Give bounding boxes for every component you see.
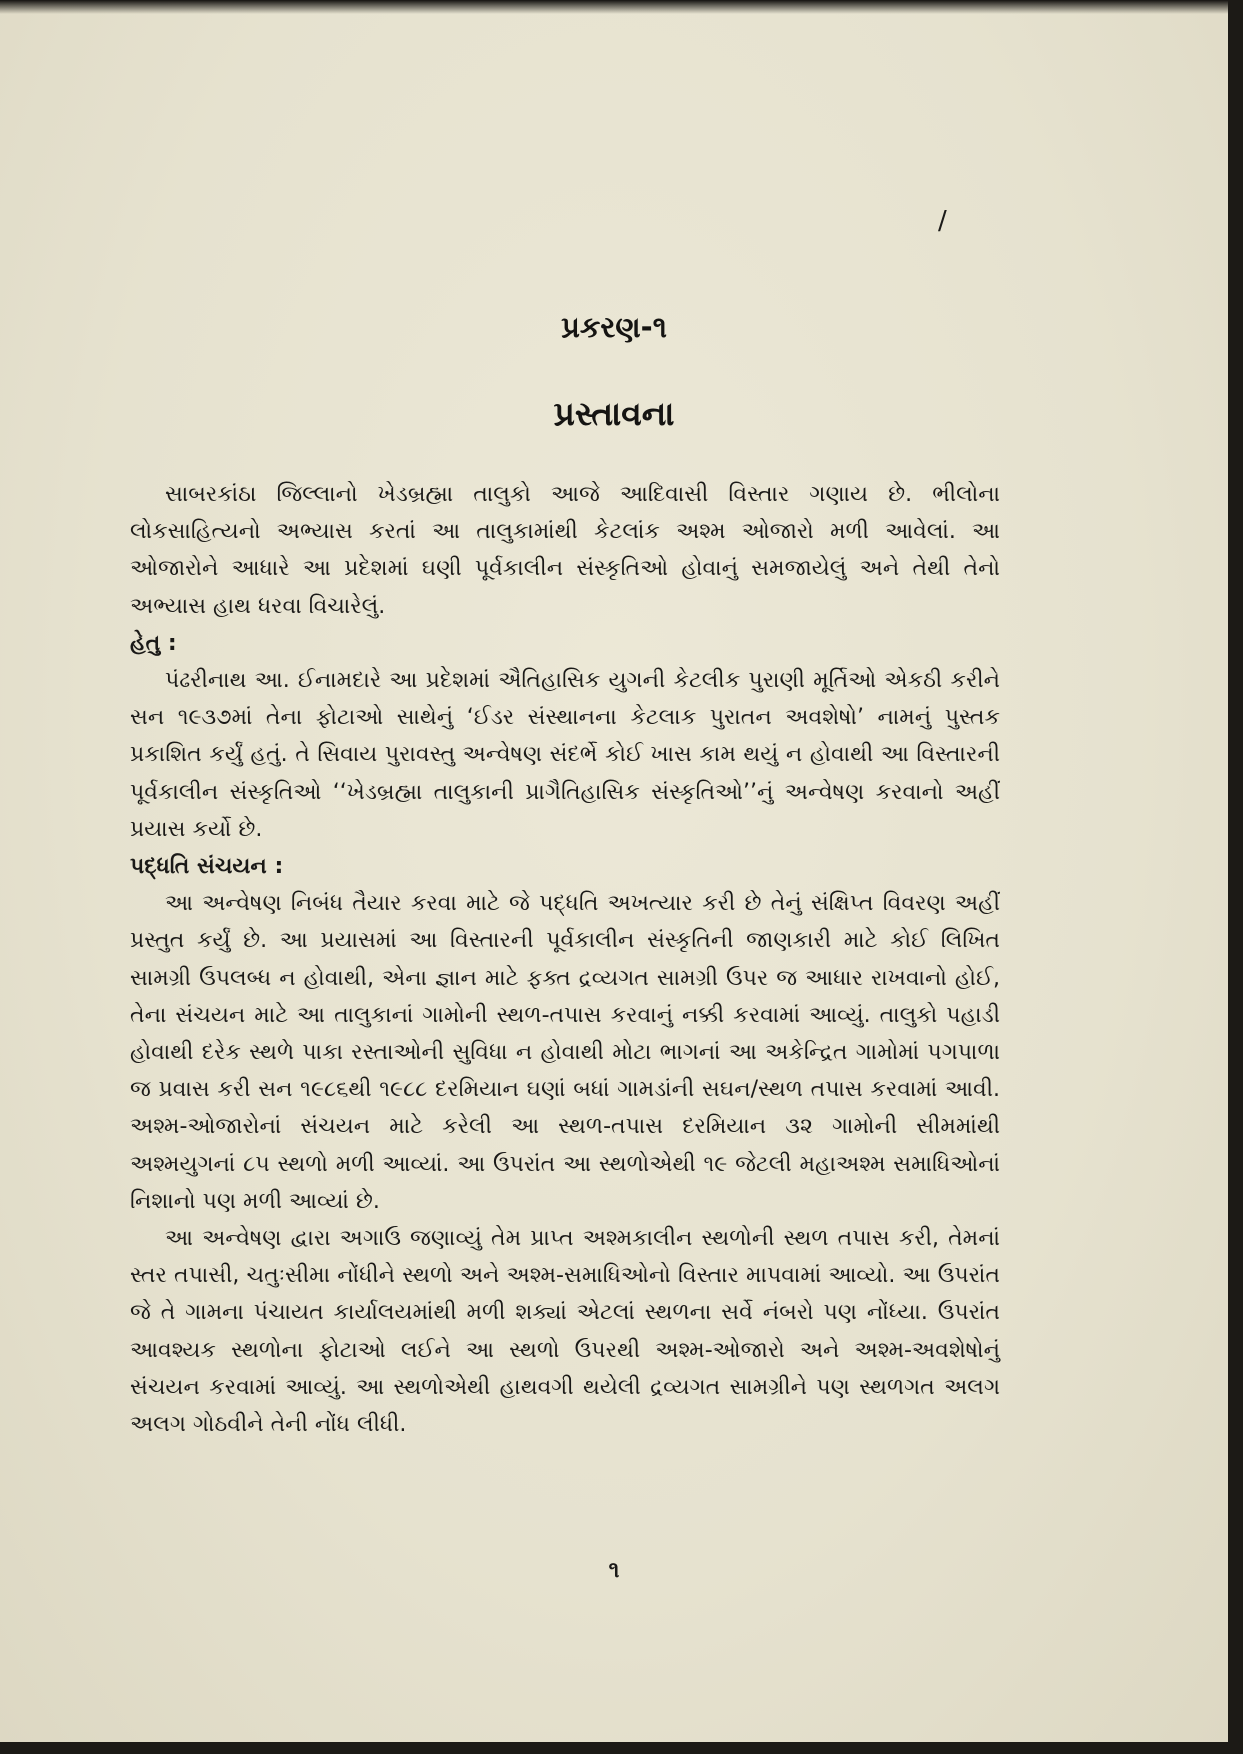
intro-paragraph: સાબરકાંઠા જિલ્લાનો ખેડબ્રહ્મા તાલુકો આજે આદિવાસી વિસ્તાર ગણાય છે. ભીલોના લોકસાહિત્યનો અભ્યાસ કરતાં આ તાલુકામાંથી કેટલાંક અશ્મ ઓજારો મળી આવેલાં. આ ઓજારોને આધારે આ પ્રદેશમાં ઘણી પૂર્વકાલીન સંસ્કૃતિઓ હોવાનું સમજાયેલું અને તેથી તેનો અભ્યાસ હાથ ધરવા વિચારેલું.	[130, 482, 1000, 619]
chapter-heading: પ્રકરણ-૧	[561, 310, 667, 344]
page-title: પ્રસ્તાવના	[553, 394, 675, 433]
scan-edge-bottom	[0, 1742, 1243, 1754]
scan-edge-right	[1228, 0, 1243, 1754]
body-text	[130, 476, 1000, 1443]
pen-mark: /	[938, 206, 947, 236]
page-number: ૧	[608, 1558, 620, 1583]
scan-shadow-top	[0, 0, 1243, 14]
method-heading: પદ્ધતિ સંચયન :	[130, 854, 284, 880]
method-paragraph-2: આ અન્વેષણ દ્વારા અગાઉ જણાવ્યું તેમ પ્રાપ્ત અશ્મકાલીન સ્થળોની સ્થળ તપાસ કરી, તેમનાં સ્તર તપાસી, ચતુઃસીમા નોંધીને સ્થળો અને અશ્મ-સમાધિઓનો વિસ્તાર માપવામાં આવ્યો. આ ઉપરાંત જે તે ગામના પંચાયત કાર્યાલયમાંથી મળી શક્યાં એટલાં સ્થળના સર્વે નંબરો પણ નોંધ્યા. ઉપરાંત આવશ્યક સ્થળોના ફોટાઓ લઈને આ સ્થળો ઉપરથી અશ્મ-ઓજારો અને અશ્મ-અવશેષોનું સંચયન કરવામાં આવ્યું. આ સ્થળોએથી હાથવગી થયેલી દ્રવ્યગત સામગ્રીને પણ સ્થળગત અલગ અલગ ગોઠવીને તેની નોંધ લીધી.	[130, 1226, 1000, 1438]
method-paragraph-1: આ અન્વેષણ નિબંધ તૈયાર કરવા માટે જે પદ્ધતિ અખત્યાર કરી છે તેનું સંક્ષિપ્ત વિવરણ અહીં પ્રસ્તુત કર્યું છે. આ પ્રયાસમાં આ વિસ્તારની પૂર્વકાલીન સંસ્કૃતિની જાણકારી માટે કોઈ લિખિત સામગ્રી ઉપલબ્ધ ન હોવાથી, એના જ્ઞાન માટે ફક્ત દ્રવ્યગત સામગ્રી ઉપર જ આધાર રાખવાનો હોઈ, તેના સંચયન માટે આ તાલુકાનાં ગામોની સ્થળ-તપાસ કરવાનું નક્કી કરવામાં આવ્યું. તાલુકો પહાડી હોવાથી દરેક સ્થળે પાકા રસ્તાઓની સુવિધા ન હોવાથી મોટા ભાગનાં આ અકેન્દ્રિત ગામોમાં પગપાળા જ પ્રવાસ કરી સન ૧૯૮૬થી ૧૯૮૮ દરમિયાન ઘણાં બધાં ગામડાંની સઘન/સ્થળ તપાસ કરવામાં આવી. અશ્મ-ઓજારોનાં સંચયન માટે કરેલી આ સ્થળ-તપાસ દરમિયાન ૩૨ ગામોની સીમમાંથી અશ્મયુગનાં ૮૫ સ્થળો મળી આવ્યાં. આ ઉપરાંત આ સ્થળોએથી ૧૯ જેટલી મહાઅશ્મ સમાધિઓનાં નિશાનો પણ મળી આવ્યાં છે.	[130, 891, 1000, 1214]
purpose-paragraph: પંઢરીનાથ આ. ઈનામદારે આ પ્રદેશમાં ઐતિહાસિક યુગની કેટલીક પુરાણી મૂર્તિઓ એકઠી કરીને સન ૧૯૩૭માં તેના ફોટાઓ સાથેનું ‘ઈડર સંસ્થાનના કેટલાક પુરાતન અવશેષો’ નામનું પુસ્તક પ્રકાશિત કર્યું હતું. તે સિવાય પુરાવસ્તુ અન્વેષણ સંદર્ભે કોઈ ખાસ કામ થયું ન હોવાથી આ વિસ્તારની પૂર્વકાલીન સંસ્કૃતિઓ ‘‘ખેડબ્રહ્મા તાલુકાની પ્રાગૈતિહાસિક સંસ્કૃતિઓ’’નું અન્વેષણ કરવાનો અહીં પ્રયાસ કર્યો છે.	[130, 668, 1000, 842]
purpose-heading: હેતુ :	[130, 630, 177, 656]
